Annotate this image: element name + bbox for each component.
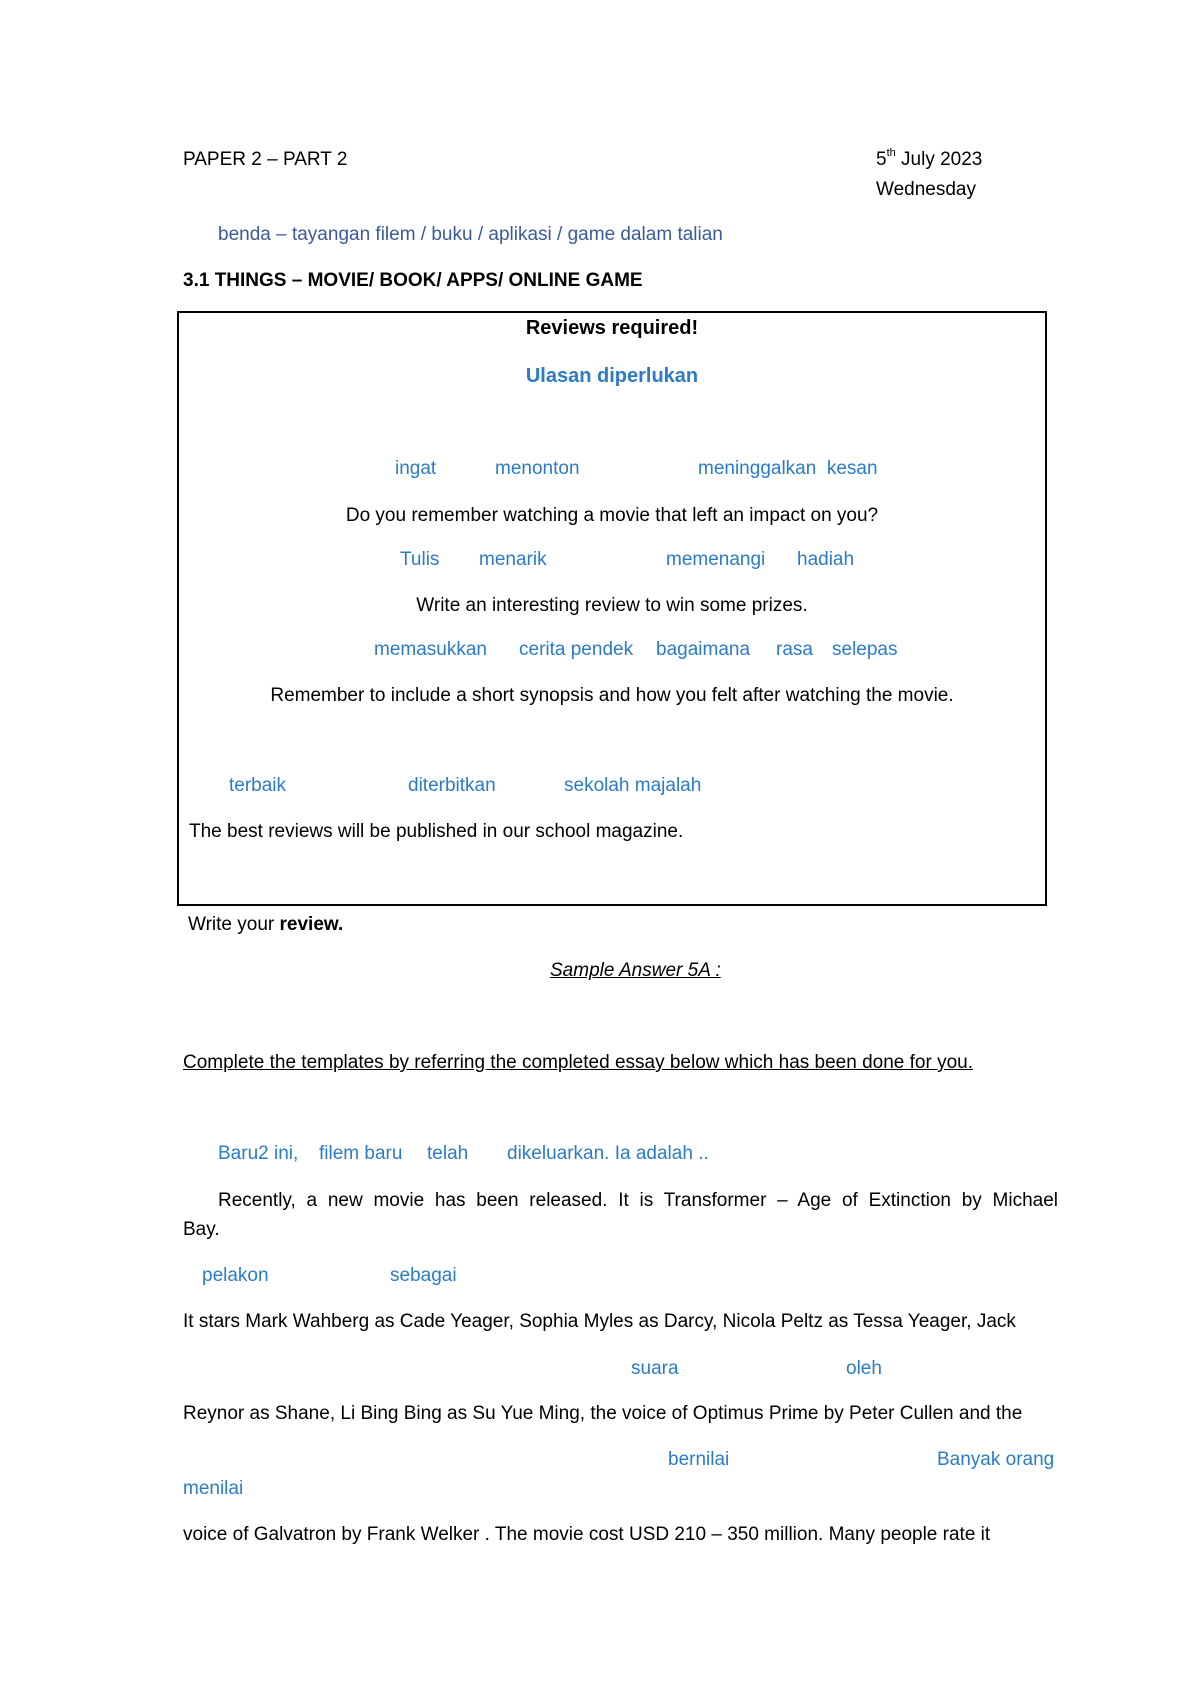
essay-gloss-dikeluarkan: dikeluarkan. Ia adalah ..	[507, 1143, 709, 1164]
date	[876, 149, 982, 171]
gloss-memenangi: memenangi	[666, 549, 766, 570]
gloss-sekolah-majalah: sekolah majalah	[564, 775, 702, 796]
essay-para1-line2: Bay.	[183, 1219, 220, 1240]
gloss-hadiah: hadiah	[797, 549, 855, 570]
essay-gloss-oleh: oleh	[846, 1358, 882, 1379]
date-suffix: th	[886, 147, 896, 159]
gloss-tulis: Tulis	[400, 549, 440, 570]
box-line-1: Do you remember watching a movie that left an impact on you?	[345, 505, 879, 526]
task-box	[177, 311, 1047, 906]
essay-gloss-sebagai: sebagai	[390, 1265, 457, 1286]
essay-line4: voice of Galvatron by Frank Welker . The movie cost USD 210 – 350 million. Many people rate it	[183, 1524, 991, 1545]
essay-gloss-pelakon: pelakon	[202, 1265, 269, 1286]
box-line-2: Write an interesting review to win some prizes.	[416, 595, 808, 616]
essay-line3: Reynor as Shane, Li Bing Bing as Su Yue Ming, the voice of Optimus Prime by Peter Cullen and the	[183, 1403, 1023, 1424]
gloss-cerita-pendek: cerita pendek	[519, 639, 634, 660]
gloss-rasa: rasa	[776, 639, 813, 660]
box-line-3: Remember to include a short synopsis and how you felt after watching the movie.	[270, 685, 954, 706]
section-title: 3.1 THINGS – MOVIE/ BOOK/ APPS/ ONLINE GAME	[183, 270, 643, 291]
date-day: 5	[876, 149, 887, 170]
gloss-selepas: selepas	[832, 639, 898, 660]
essay-gloss-telah: telah	[427, 1143, 469, 1164]
instruction: Complete the templates by referring the completed essay below which has been done for you.	[183, 1052, 974, 1073]
essay-gloss-bernilai: bernilai	[668, 1449, 730, 1470]
weekday: Wednesday	[876, 179, 976, 200]
box-line-4: The best reviews will be published in our school magazine.	[189, 821, 684, 842]
gloss-bagaimana: bagaimana	[656, 639, 751, 660]
paper-label: PAPER 2 – PART 2	[183, 149, 348, 170]
essay-gloss-filem-baru: filem baru	[319, 1143, 403, 1164]
gloss-terbaik: terbaik	[229, 775, 287, 796]
gloss-memasukkan: memasukkan	[374, 639, 487, 660]
date-rest: July 2023	[895, 149, 983, 170]
essay-gloss-suara: suara	[631, 1358, 679, 1379]
gloss-diterbitkan: diterbitkan	[408, 775, 496, 796]
essay-para1-line1: Recently, a new movie has been released. It is Transformer – Age of Extinction by Michael	[218, 1190, 1058, 1211]
essay-line2: It stars Mark Wahberg as Cade Yeager, Sophia Myles as Darcy, Nicola Peltz as Tessa Yeager, Jack	[183, 1311, 1016, 1332]
task-bold: review.	[279, 914, 344, 935]
essay-gloss-banyak-orang: Banyak orang	[937, 1449, 1055, 1470]
task-instruction	[188, 914, 343, 936]
box-title: Reviews required!	[525, 317, 699, 339]
translation-line: benda – tayangan filem / buku / aplikasi / game dalam talian	[218, 224, 723, 245]
gloss-menonton: menonton	[495, 458, 580, 479]
box-title-translation: Ulasan diperlukan	[525, 365, 699, 387]
task-prefix: Write your	[188, 914, 280, 935]
essay-gloss-baru2: Baru2 ini,	[218, 1143, 299, 1164]
gloss-menarik: menarik	[479, 549, 547, 570]
gloss-meninggalkan-kesan: meninggalkan kesan	[698, 458, 878, 479]
gloss-ingat: ingat	[395, 458, 437, 479]
sample-heading: Sample Answer 5A :	[550, 960, 721, 981]
essay-gloss-menilai: menilai	[183, 1478, 244, 1499]
